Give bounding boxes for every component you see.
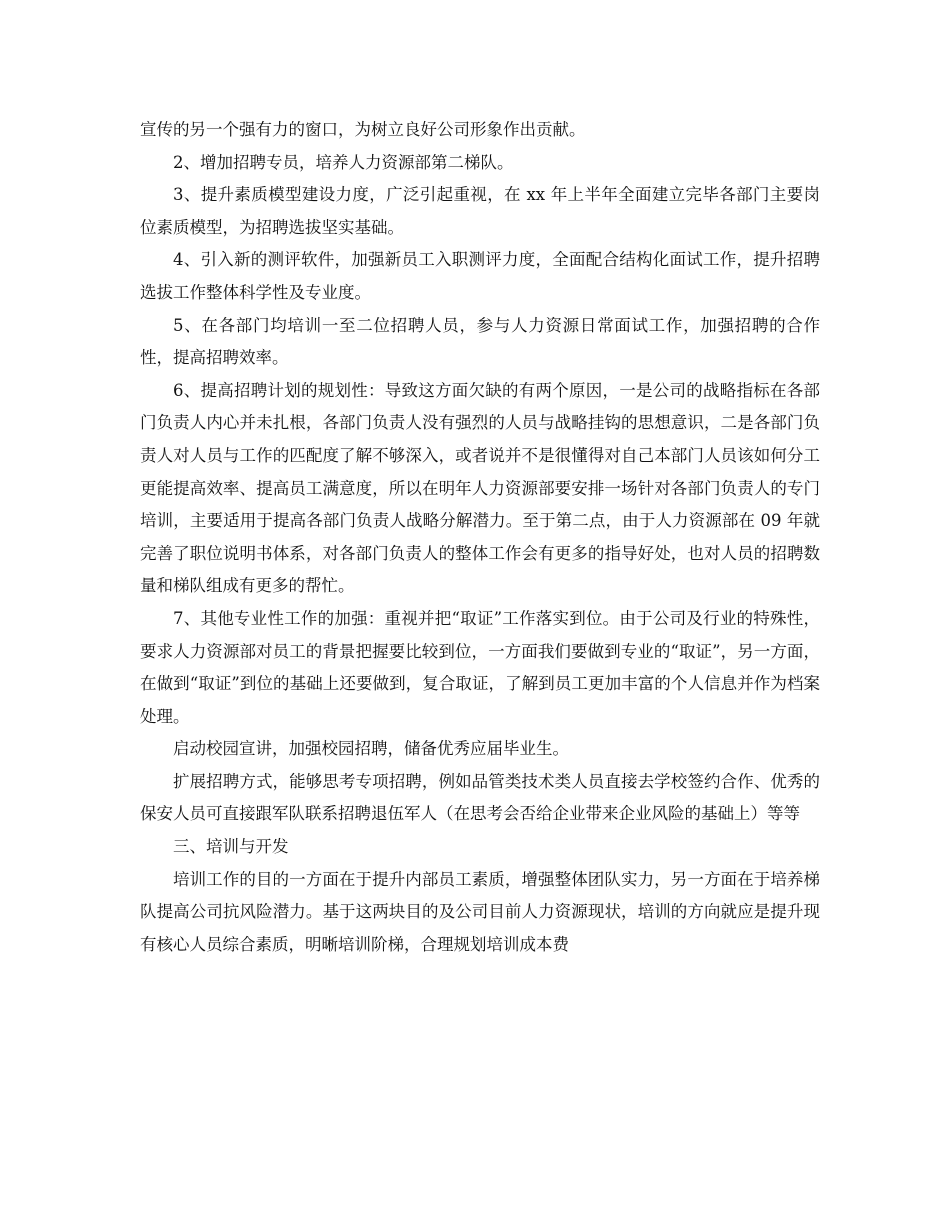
paragraph-training: 培训工作的目的一方面在于提升内部员工素质，增强整体团队实力，另一方面在于培养梯队提高公司抗风险潜力。基于这两块目的及公司目前人力资源现状，培训的方向就应是提升现有核心人员综合素质，明晰培训阶梯，合理规划培训成本费 [140, 869, 820, 954]
document-body [140, 114, 820, 961]
paragraph-item-3: 3、提升素质模型建设力度，广泛引起重视，在 xx 年上半年全面建立完毕各部门主要岗位素质模型，为招聘选拔坚实基础。 [140, 185, 820, 237]
paragraph-item-2: 2、增加招聘专员，培养人力资源部第二梯队。 [173, 152, 514, 172]
paragraph-item-4: 4、引入新的测评软件，加强新员工入职测评力度，全面配合结构化面试工作，提升招聘选拔工作整体科学性及专业度。 [140, 250, 820, 302]
paragraph-continuation: 宣传的另一个强有力的窗口，为树立良好公司形象作出贡献。 [140, 120, 586, 139]
paragraph-recruit-methods: 扩展招聘方式，能够思考专项招聘，例如品管类技术类人员直接去学校签约合作、优秀的保安人员可直接跟军队联系招聘退伍军人（在思考会否给企业带来企业风险的基础上）等等 [140, 771, 820, 824]
paragraph-item-5: 5、在各部门均培训一至二位招聘人员，参与人力资源日常面试工作，加强招聘的合作性，提高招聘效率。 [140, 315, 820, 368]
paragraph-campus: 启动校园宣讲，加强校园招聘，储备优秀应届毕业生。 [173, 739, 569, 759]
paragraph-item-6: 6、提高招聘计划的规划性：导致这方面欠缺的有两个原因，一是公司的战略指标在各部门负责人内心并未扎根，各部门负责人没有强烈的人员与战略挂钩的思想意识，二是各部门负责人对人员与工作的匹配度了解不够深入，或者说并不是很懂得对自己本部门人员该如何分工更能提高效率、提高员工满意度，所以在明年人力资源部要安排一场针对各部门负责人的专门培训，主要适用于提高各部门负责人战略分解潜力。至于第二点，由于人力资源部在 09 年就完善了职位说明书体系，对各部门负责人的整体工作会有更多的指导好处，也对人员的招聘数量和梯队组成有更多的帮忙。 [140, 380, 820, 596]
paragraph-item-7: 7、其他专业性工作的加强：重视并把“取证”工作落实到位。由于公司及行业的特殊性，要求人力资源部对员工的背景把握要比较到位，一方面我们要做到专业的“取证”，另一方面，在做到“取证”到位的基础上还要做到，复合取证，了解到员工更加丰富的个人信息并作为档案处理。 [140, 608, 820, 726]
section-heading-training: 三、培训与开发 [173, 837, 289, 857]
